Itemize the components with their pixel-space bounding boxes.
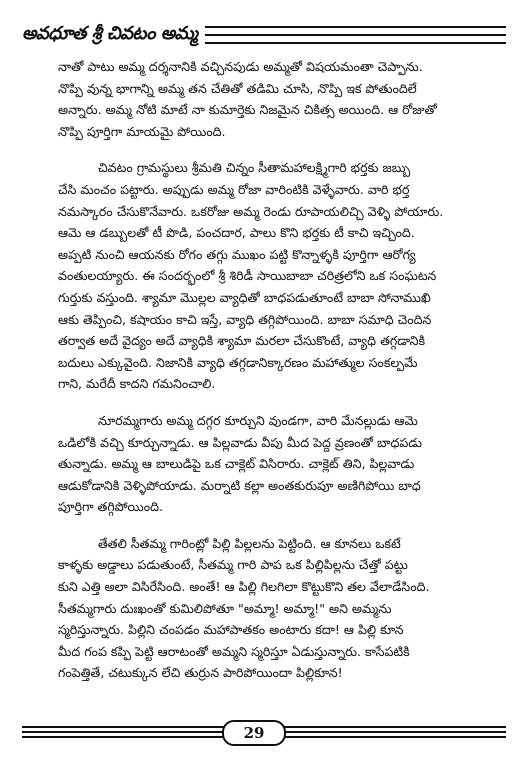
text-line: చివటం గ్రామస్థులు శ్రీమతి చిన్నం సీతామహాలక్ష్మిగారి భర్తకు జబ్బు <box>98 160 411 176</box>
header-rule <box>205 26 506 44</box>
text-line: గుర్తుకు వస్తుంది. శ్యామా మొల్లల వ్యాధితో బాధపడుతూంటే బాబా సోనాముఖి <box>58 289 431 305</box>
text-line: పూర్తిగా తగ్గిపోయింది. <box>58 499 163 515</box>
body-text <box>58 56 506 684</box>
text-line: గంపెత్తితే, చటుక్కున లేచి తుర్రున పారిపోయిందా పిల్లికూన! <box>58 665 343 681</box>
paragraph <box>58 56 506 142</box>
text-line: ఆమె ఆ డబ్బులతో టీ పొడి, పంచదార, పాలు కొని భర్తకు టీ కాచి ఇచ్చింది. <box>58 225 415 241</box>
text-line: వంతులయ్యారు. ఈ సందర్భంలో శ్రీ శిరిడీ సాయిబాబా చరిత్రలోని ఒక సంఘటన <box>58 268 437 284</box>
text-line: చేసి మంచం పట్టారు. అప్పుడు అమ్మ రోజా వారింటికి వెళ్ళేవారు. వారి భర్త <box>58 181 410 197</box>
text-line: ఆడుకోడానికి వెళ్ళిపోయాడు. మర్నాటి కల్లా అంతకురుపూ అణిగిపోయి బాధ <box>58 477 421 493</box>
text-line: స్మరిస్తున్నారు. పిల్లిని చంపడం మహాపాతకం అంటారు కదా! ఆ పిల్లి కూన <box>58 622 404 638</box>
text-line: తర్వాత అదే వైద్యం అదే వ్యాధికి శ్యామా మరలా చేసుకొంటే, వ్యాధి తగ్గడానికి <box>58 333 426 349</box>
page-footer <box>22 720 506 744</box>
text-line: నాతో పాటు అమ్మ దర్శనానికి వచ్చినపుడు అమ్మతో విషయమంతా చెప్పాను. <box>58 59 423 74</box>
running-header <box>22 20 506 50</box>
paragraph <box>58 410 506 518</box>
text-line: తేతలి సీతమ్మ గారింట్లో పిల్లి పిల్లలను పెట్టింది. ఆ కూనలు ఒకటే <box>98 535 401 551</box>
text-line: నూరమ్మగారు అమ్మ దగ్గర కూర్చుని వుండగా, వారి మేనల్లుడు ఆమె <box>98 412 418 428</box>
text-line: అన్నారు. అమ్మ నోటి మాటే నా కుమార్తెకు నిజమైన చికిత్స అయింది. ఆ రోజుతో <box>58 102 437 118</box>
text-line: ఆకు తెప్పించి, కషాయం కాచి ఇస్తే, వ్యాధి తగ్గిపోయింది. బాబా సమాధి చెందిన <box>58 311 432 327</box>
text-line: బదులు ఎక్కువైంది. నిజానికి వ్యాధి తగ్గడానిక్కారణం మహాత్ముల సంకల్పమే <box>58 354 418 370</box>
text-line: మీద గంప కప్పి పెట్టి ఆరాటంతో అమ్మని స్మరిస్తూ ఏడుస్తున్నారు. కాసేపటికి <box>58 643 410 659</box>
text-line: కుని ఎత్తి అలా విసిరేసింది. అంతే! ఆ పిల్లి గిలగిలా కొట్టుకొని తల వేలాడేసింది. <box>58 579 430 595</box>
text-line: నొప్పి వున్న భాగాన్ని అమ్మ తన చేతితో తడిమి చూసి, నొప్పి ఇక పోతుందిలే <box>58 80 417 96</box>
book-title: అవధూత శ్రీ చివటం అమ్మ <box>22 22 198 44</box>
text-line: తున్నాడు. అమ్మ ఆ బాలుడిపై ఒక చాక్లెట్ విసిరారు. చాక్లెట్ తిని, పిల్లవాడు <box>58 456 415 472</box>
text-line: నొప్పి పూర్తిగా మాయమై పోయింది. <box>58 123 226 139</box>
text-line: సీతమ్మగారు దుఃఖంతో కుమిలిపోతూ "అమ్మా! అమ్మా!" అని అమ్మను <box>58 600 392 616</box>
text-line: నమస్కారం చేసుకొనేవారు. ఒకరోజు అమ్మ రెండు రూపాయలిచ్చి వెళ్ళి పోయారు. <box>58 203 444 219</box>
text-line: అప్పటి నుంచి ఆయనకు రోగం తగ్గు ముఖం పట్టి కొన్నాళ్ళకి పూర్తిగా ఆరోగ్య <box>58 246 416 262</box>
page-number: 29 <box>222 720 286 746</box>
text-line: ఒడిలోకి వచ్చి కూర్చున్నాడు. ఆ పిల్లవాడు వీపు మీద పెద్ద వ్రణంతో బాధపడు <box>58 434 422 450</box>
text-line: కాళ్ళకు అడ్డాలు పడుతుంటే, సీతమ్మ గారి పాప ఒక పిల్లిపిల్లను చేత్తో పట్టు <box>58 557 408 573</box>
paragraph <box>58 533 506 684</box>
paragraph <box>58 157 506 395</box>
text-line: గాని, మరేదీ కాదని గమనించాలి. <box>58 376 216 392</box>
